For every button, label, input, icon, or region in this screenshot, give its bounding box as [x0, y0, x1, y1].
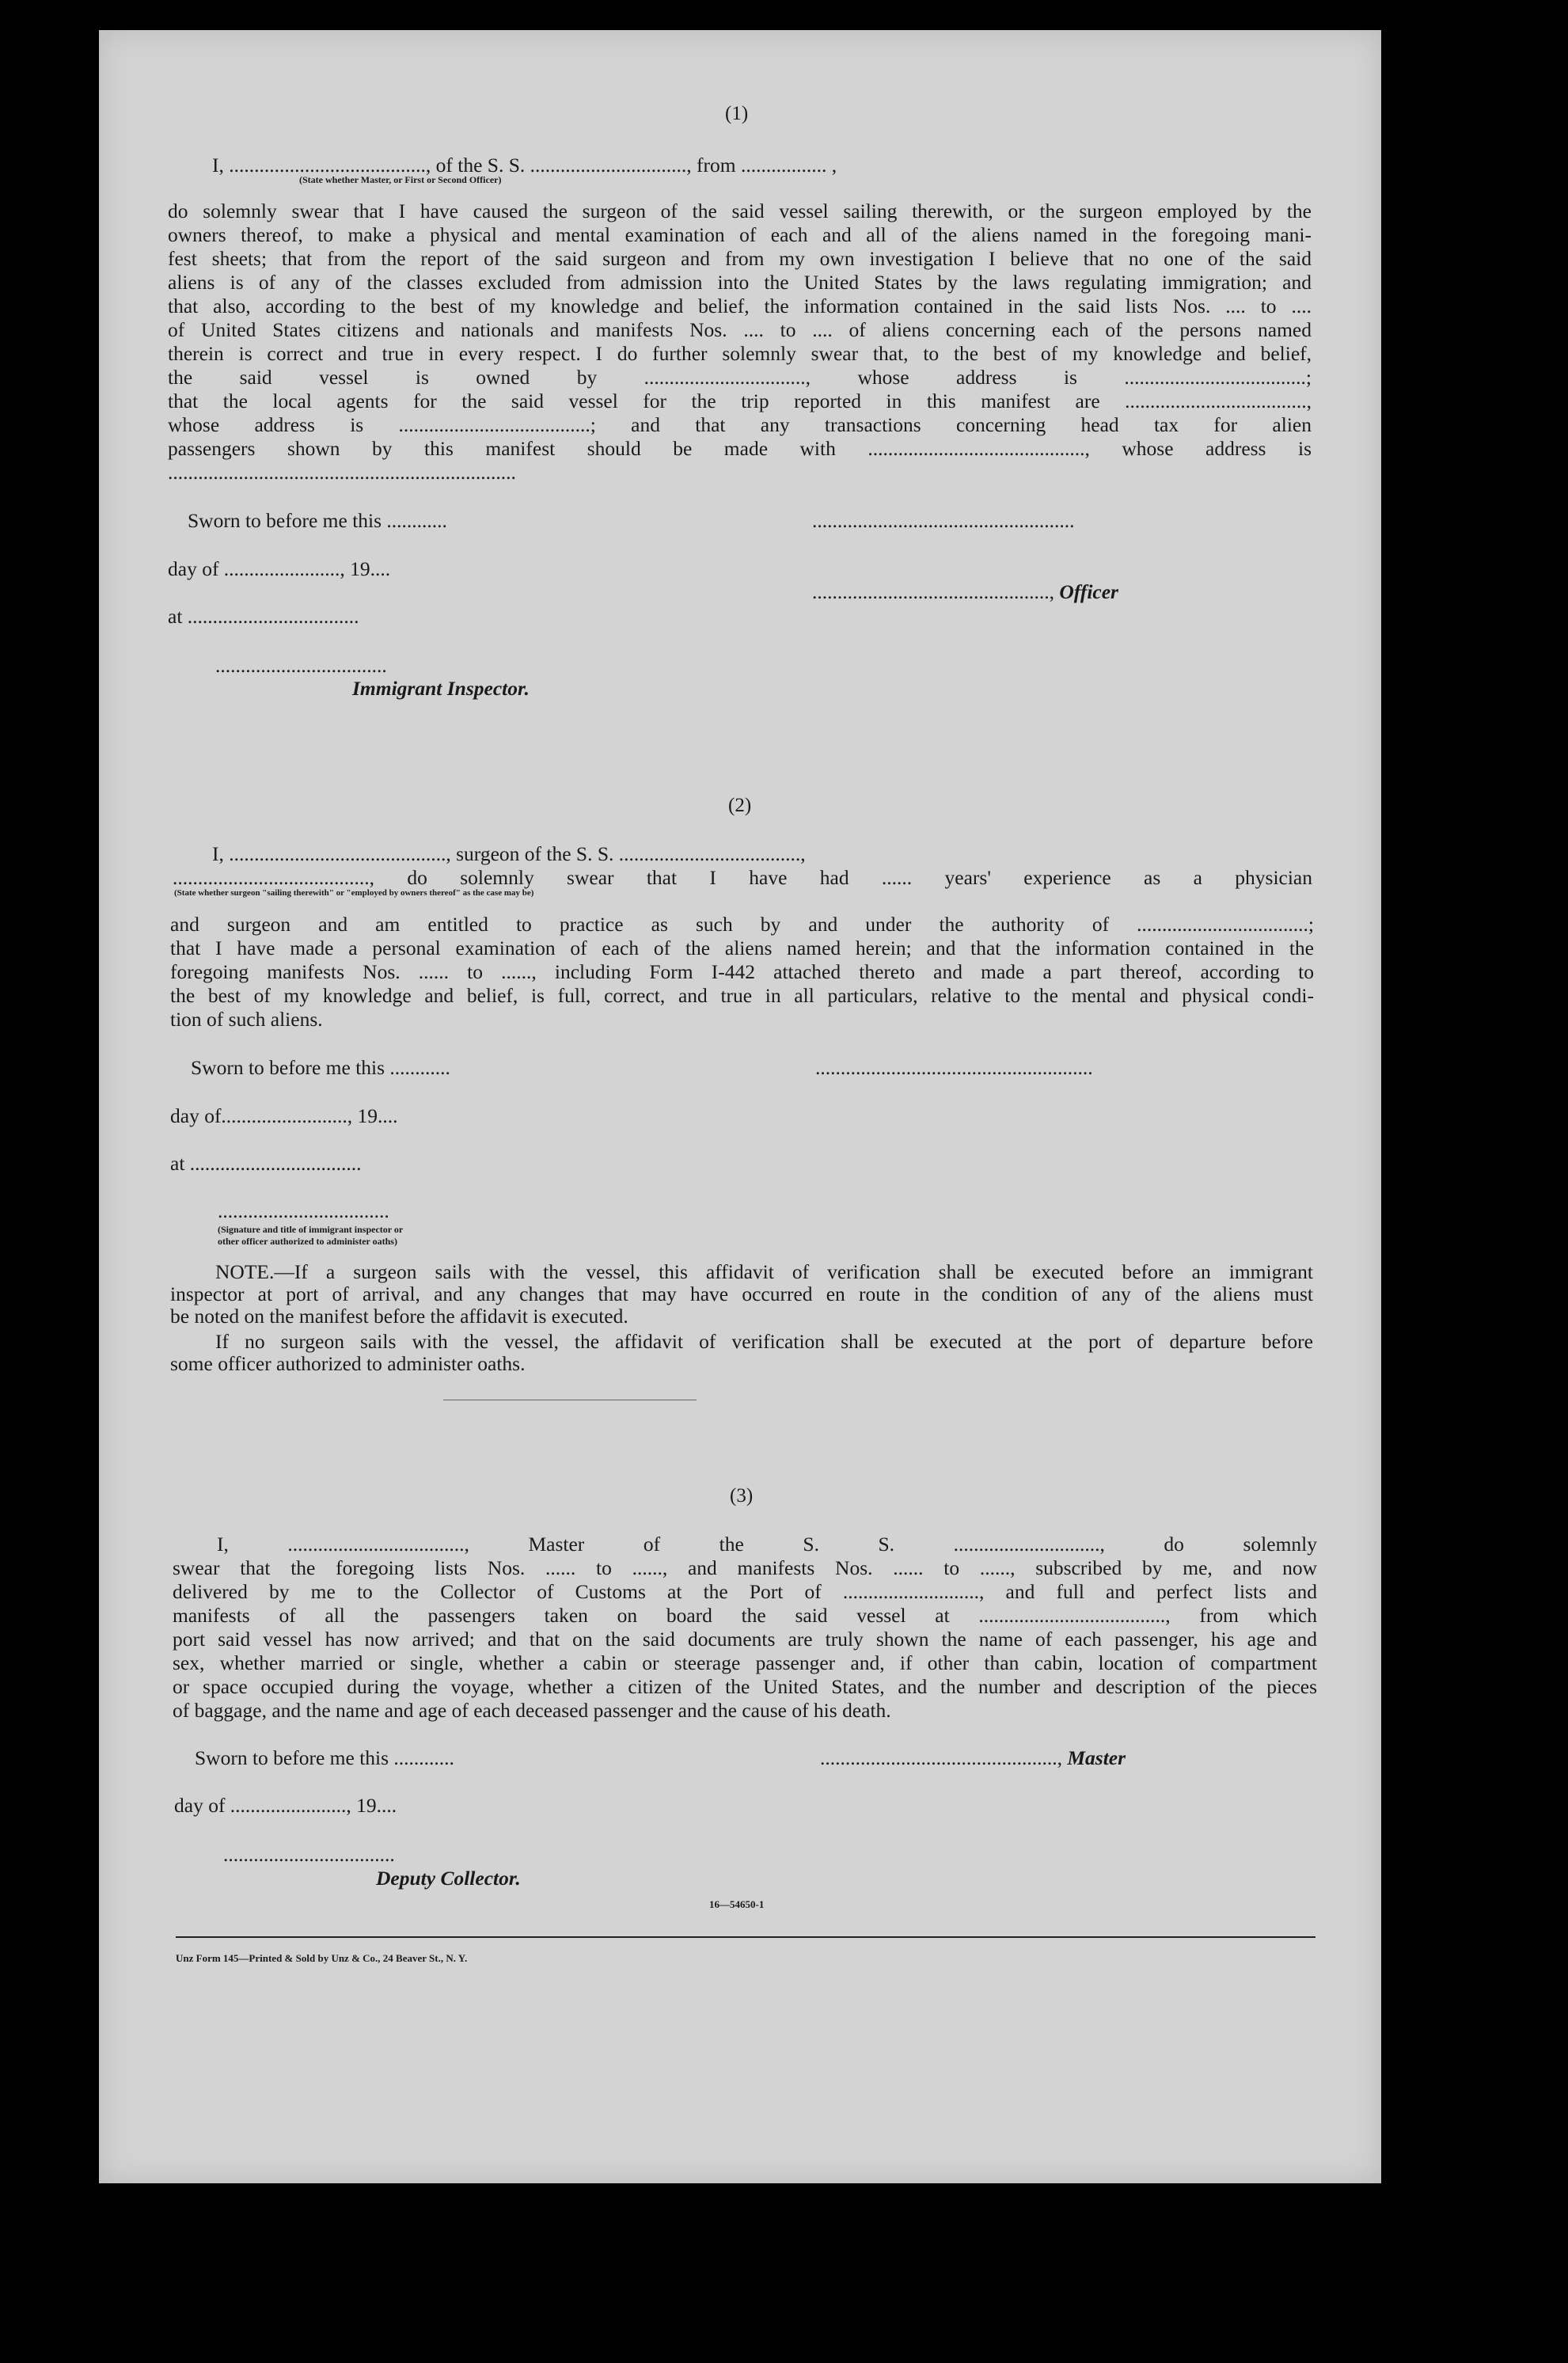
oath-line: tion of such aliens. [170, 1008, 323, 1031]
oath-line: sex, whether married or single, whether a cabin or steerage passenger and, if other than cabin, location of compartment [173, 1651, 1317, 1674]
oath-line: whose address is ......................................; and that any transactions concerning head tax for alien [168, 413, 1312, 436]
punch-hole [1430, 723, 1465, 758]
section-number: (2) [728, 795, 752, 816]
master-line [820, 1746, 1126, 1770]
officer-signature-line: .................................................... [812, 509, 1075, 532]
note-line: If no surgeon sails with the vessel, the affidavit of verification shall be executed at the port of departure before [215, 1330, 1313, 1353]
section-number: (1) [725, 103, 749, 124]
punch-hole [1445, 2088, 1480, 2123]
oath-line: do solemnly swear that I have caused the surgeon of the said vessel sailing therewith, or the surgeon employed by the [168, 199, 1312, 222]
oath-line: fest sheets; that from the report of the said surgeon and from my own investigation I believe that no one of the said [168, 247, 1312, 270]
officer-title: Officer [1059, 580, 1118, 603]
note-line: be noted on the manifest before the affidavit is executed. [170, 1305, 628, 1328]
punch-hole [1445, 1962, 1480, 1996]
punch-hole [1441, 1571, 1475, 1606]
signer-title: Immigrant Inspector. [352, 677, 530, 700]
day-line: day of........................., 19.... [170, 1104, 398, 1127]
oath-line: swear that the foregoing lists Nos. ...... to ......, and manifests Nos. ...... to ......, subscribed by me, and now [173, 1556, 1317, 1579]
oath-line: manifests of all the passengers taken on board the said vessel at ....................................., from which [173, 1604, 1317, 1627]
oath-line: that also, according to the best of my knowledge and belief, the information contained in the said lists Nos. .... to .... [168, 294, 1312, 317]
signature-line: ....................................................... [815, 1056, 1093, 1079]
field-note: (State whether surgeon "sailing therewith" or "employed by owners thereof" as the case may be) [174, 888, 534, 898]
oath-line: I, ......................................., of the S. S. ..............................., from ................. , [212, 154, 837, 177]
signature-dots: .................................. [223, 1843, 395, 1866]
oath-line: therein is correct and true in every respect. I do further solemnly swear that, to the best of my knowledge and belief, [168, 342, 1312, 365]
note-line: NOTE.—If a surgeon sails with the vessel, this affidavit of verification shall be executed before an immigrant [215, 1260, 1313, 1283]
field-note: (State whether Master, or First or Second Officer) [299, 174, 502, 185]
oath-line: of baggage, and the name and age of each deceased passenger and the cause of his death. [173, 1699, 891, 1722]
signature-dots: .................................. [215, 654, 387, 677]
punch-hole [1425, 198, 1460, 233]
punch-hole [1474, 1932, 1509, 1966]
oath-line: that the local agents for the said vessel for the trip reported in this manifest are ...................................., [168, 389, 1312, 412]
day-line: day of ......................., 19.... [168, 557, 391, 580]
section-number: (3) [730, 1485, 754, 1506]
oath-line: aliens is of any of the classes excluded from admission into the United States by the laws regulating immigration; and [168, 271, 1312, 294]
day-line: day of ......................., 19.... [174, 1794, 397, 1817]
oath-line: I, ..........................................., surgeon of the S. S. ...................................., [212, 842, 806, 865]
oath-line: foregoing manifests Nos. ...... to ......, including Form I-442 attached thereto and made a part thereof, according to [170, 960, 1314, 983]
oath-line: and surgeon and am entitled to practice as such by and under the authority of ..................................; [170, 913, 1314, 936]
signature-note: other officer authorized to administer oaths) [218, 1236, 397, 1247]
oath-line: I, ..................................., Master of the S. S. ............................., do solemnly [217, 1533, 1317, 1556]
oath-line: that I have made a personal examination of each of the aliens named herein; and that the information contained in the [170, 936, 1314, 959]
note-line: inspector at port of arrival, and any changes that may have occurred en route in the condition of any of the aliens must [170, 1282, 1313, 1305]
at-line: at .................................. [170, 1152, 362, 1175]
oath-line: the best of my knowledge and belief, is full, correct, and true in all particulars, relative to the mental and physical condi- [170, 984, 1314, 1007]
at-line: at .................................. [168, 605, 359, 628]
signature-dots: .................................. [218, 1199, 389, 1222]
officer-dots: ..............................................., [812, 580, 1060, 603]
oath-line: the said vessel is owned by ................................, whose address is ....................................; [168, 366, 1312, 389]
sworn-line: Sworn to before me this ............ [191, 1056, 450, 1079]
note-line: some officer authorized to administer oaths. [170, 1352, 526, 1375]
oath-line: owners thereof, to make a physical and mental examination of each and all of the aliens named in the foregoing mani- [168, 223, 1312, 246]
oath-line: port said vessel has now arrived; and that on the said documents are truly shown the name of each passenger, his age and [173, 1628, 1317, 1651]
oath-line: ......................................., do solemnly swear that I have had ...... years' experience as a physician [173, 866, 1312, 889]
signer-title: Deputy Collector. [376, 1867, 521, 1890]
sworn-line: Sworn to before me this ............ [195, 1746, 454, 1769]
sworn-line: Sworn to before me this ............ [188, 509, 447, 532]
oath-line: delivered by me to the Collector of Customs at the Port of ..........................., and full and perfect lists and [173, 1580, 1317, 1603]
oath-line: or space occupied during the voyage, whether a citizen of the United States, and the number and description of the pieces [173, 1675, 1317, 1698]
oath-line: ..................................................................... [168, 461, 516, 484]
officer-line [812, 580, 1118, 604]
punch-hole [1466, 249, 1501, 284]
master-dots: ..............................................., [820, 1746, 1068, 1769]
master-title: Master [1067, 1746, 1126, 1769]
footer-rule [176, 1936, 1316, 1938]
oath-line: passengers shown by this manifest should be made with ..........................................., whose address is [168, 437, 1312, 460]
form-number: 16—54650-1 [709, 1898, 765, 1910]
printer-imprint: Unz Form 145—Printed & Sold by Unz & Co., 24 Beaver St., N. Y. [176, 1952, 468, 1964]
signature-note: (Signature and title of immigrant inspector or [218, 1224, 404, 1235]
punch-hole [1426, 596, 1461, 631]
punch-hole [1441, 1439, 1475, 1474]
oath-line: of United States citizens and nationals and manifests Nos. .... to .... of aliens concerning each of the persons named [168, 318, 1312, 341]
punch-hole [1463, 1088, 1498, 1123]
